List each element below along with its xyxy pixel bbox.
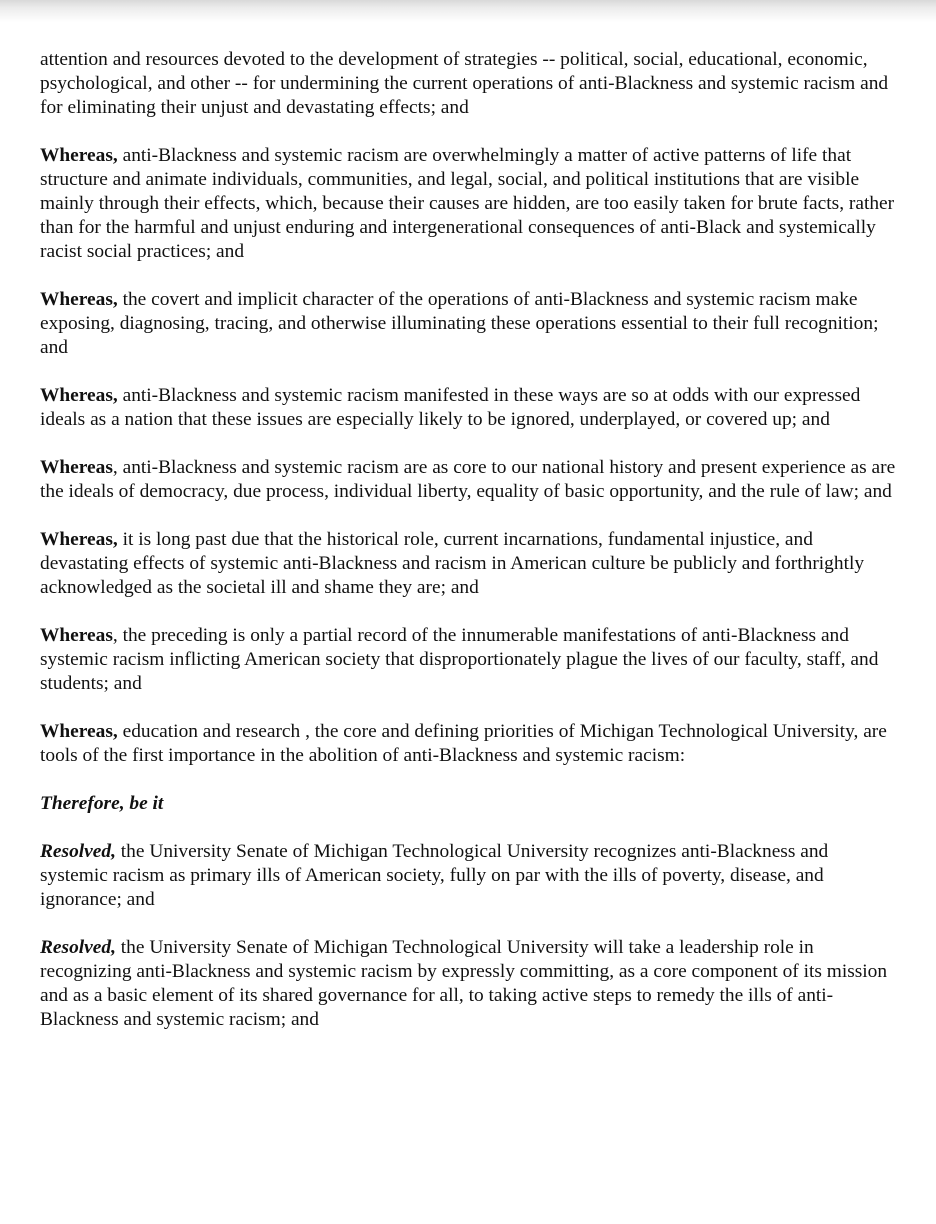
whereas-clause: [40, 528, 896, 600]
paragraph-text: attention and resources devoted to the development of strategies -- political, social, educational, economic, psychological, and other -- for undermining the current operations of anti-Blackness and systemic racism and for eliminating their unjust and devastating effects; and: [40, 49, 889, 118]
clause-lead: Whereas,: [40, 385, 118, 406]
whereas-clause: [40, 720, 896, 768]
continuation-paragraph: [40, 48, 896, 120]
clause-lead: Whereas,: [40, 145, 118, 166]
resolved-clause: [40, 936, 896, 1032]
whereas-clause: [40, 456, 896, 504]
clause-lead: Whereas: [40, 457, 113, 478]
clause-lead: Resolved,: [40, 937, 116, 958]
whereas-clause: [40, 288, 896, 360]
document-body: [40, 48, 896, 1056]
clause-text: the University Senate of Michigan Technological University recognizes anti-Blackness and systemic racism as primary ills of American society, fully on par with the ills of poverty, disease, and ignorance; and: [40, 841, 829, 910]
clause-text: , anti-Blackness and systemic racism are as core to our national history and present experience as are the ideals of democracy, due process, individual liberty, equality of basic opportunity, and the rule of law; and: [40, 457, 896, 502]
clause-lead: Whereas,: [40, 721, 118, 742]
clause-text: anti-Blackness and systemic racism manifested in these ways are so at odds with our expressed ideals as a nation that these issues are especially likely to be ignored, underplayed, or covered up; and: [40, 385, 861, 430]
clause-text: the covert and implicit character of the operations of anti-Blackness and systemic racism make exposing, diagnosing, tracing, and otherwise illuminating these operations essential to their full recognition; and: [40, 289, 879, 358]
clause-lead: Resolved,: [40, 841, 116, 862]
clause-text: the University Senate of Michigan Technological University will take a leadership role in recognizing anti-Blackness and systemic racism by expressly committing, as a core component of its mission and as a basic element of its shared governance for all, to taking active steps to remedy the ills of anti-Blackness and systemic racism; and: [40, 937, 888, 1030]
clause-lead: Whereas,: [40, 289, 118, 310]
clause-text: , the preceding is only a partial record of the innumerable manifestations of anti-Blackness and systemic racism inflicting American society that disproportionately plague the lives of our faculty, staff, and students; and: [40, 625, 879, 694]
whereas-clause: [40, 144, 896, 264]
whereas-clause: [40, 384, 896, 432]
clause-lead: Whereas: [40, 625, 113, 646]
clause-text: it is long past due that the historical role, current incarnations, fundamental injustice, and devastating effects of systemic anti-Blackness and racism in American culture be publicly and forthrightly acknowledged as the societal ill and shame they are; and: [40, 529, 865, 598]
resolved-clause: [40, 840, 896, 912]
whereas-clause: [40, 624, 896, 696]
page-top-shadow: [0, 0, 936, 22]
clause-lead: Therefore, be it: [40, 793, 164, 814]
clause-text: anti-Blackness and systemic racism are overwhelmingly a matter of active patterns of life that structure and animate individuals, communities, and legal, social, and political institutions that are visible mainly through their effects, which, because their causes are hidden, are too easily taken for brute facts, rather than for the harmful and unjust enduring and intergenerational consequences of anti-Black and systemically racist social practices; and: [40, 145, 895, 262]
clause-text: education and research , the core and defining priorities of Michigan Technological University, are tools of the first importance in the abolition of anti-Blackness and systemic racism:: [40, 721, 887, 766]
therefore-heading: [40, 792, 896, 816]
clause-lead: Whereas,: [40, 529, 118, 550]
